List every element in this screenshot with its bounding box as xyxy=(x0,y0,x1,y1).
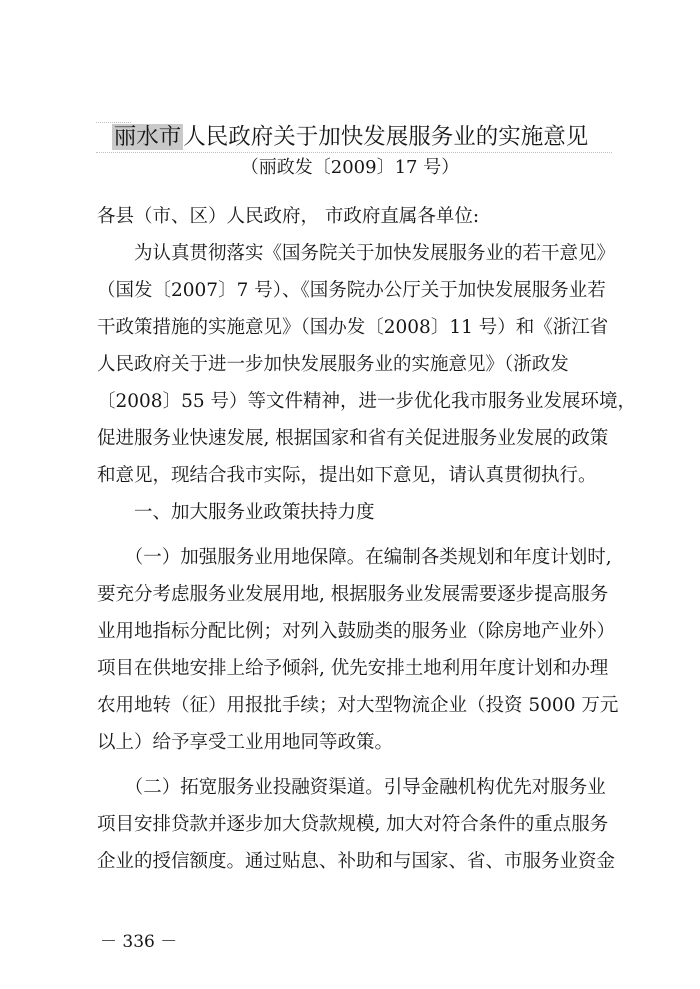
page-number: － 336 － xyxy=(100,932,178,952)
body-line: 项目在供地安排上给予倾斜, 优先安排土地利用年度计划和办理 xyxy=(97,658,609,679)
salutation-line: 各县（市、区）人民政府， 市政府直属各单位: xyxy=(97,206,480,227)
body-line: 人民政府关于进一步加快发展服务业的实施意见》（浙政发 xyxy=(97,354,569,375)
title-highlight: 丽水市 xyxy=(113,124,182,150)
body-line: 以上）给予享受工业用地同等政策。 xyxy=(97,732,394,753)
body-line: 企业的授信额度。通过贴息、补助和与国家、省、市服务业资金 xyxy=(97,851,616,872)
section-heading: 一、加大服务业政策扶持力度 xyxy=(97,502,375,523)
title-text: 人民政府关于加快发展服务业的实施意见 xyxy=(183,124,589,150)
body-line: 要充分考虑服务业发展用地, 根据服务业发展需要逐步提高服务 xyxy=(97,584,609,605)
document-number: （丽政发〔2009〕17 号） xyxy=(240,157,460,178)
document-title xyxy=(0,121,700,153)
body-line: （二）拓宽服务业投融资渠道。引导金融机构优先对服务业 xyxy=(97,777,606,798)
body-line: 为认真贯彻落实《国务院关于加快发展服务业的若干意见》 xyxy=(97,243,616,264)
document-body xyxy=(97,198,637,880)
body-line: 业用地指标分配比例；对列入鼓励类的服务业（除房地产业外） xyxy=(97,621,616,642)
body-line: 干政策措施的实施意见》（国办发〔2008〕11 号）和《浙江省 xyxy=(97,317,609,338)
body-line: 和意见，现结合我市实际，提出如下意见，请认真贯彻执行。 xyxy=(97,465,597,486)
body-line: 〔2008〕55 号）等文件精神，进一步优化我市服务业发展环境， xyxy=(97,391,637,412)
body-line: 项目安排贷款并逐步加大贷款规模, 加大对符合条件的重点服务 xyxy=(97,814,609,835)
body-line: 促进服务业快速发展, 根据国家和省有关促进服务业发展的政策 xyxy=(97,428,609,449)
body-line: （国发〔2007〕7 号）、《国务院办公厅关于加快发展服务业若 xyxy=(97,280,606,301)
body-line: （一）加强服务业用地保障。在编制各类规划和年度计划时, xyxy=(97,547,612,568)
title-underline xyxy=(96,152,612,153)
body-line: 农用地转（征）用报批手续；对大型物流企业（投资 5000 万元 xyxy=(97,695,619,716)
